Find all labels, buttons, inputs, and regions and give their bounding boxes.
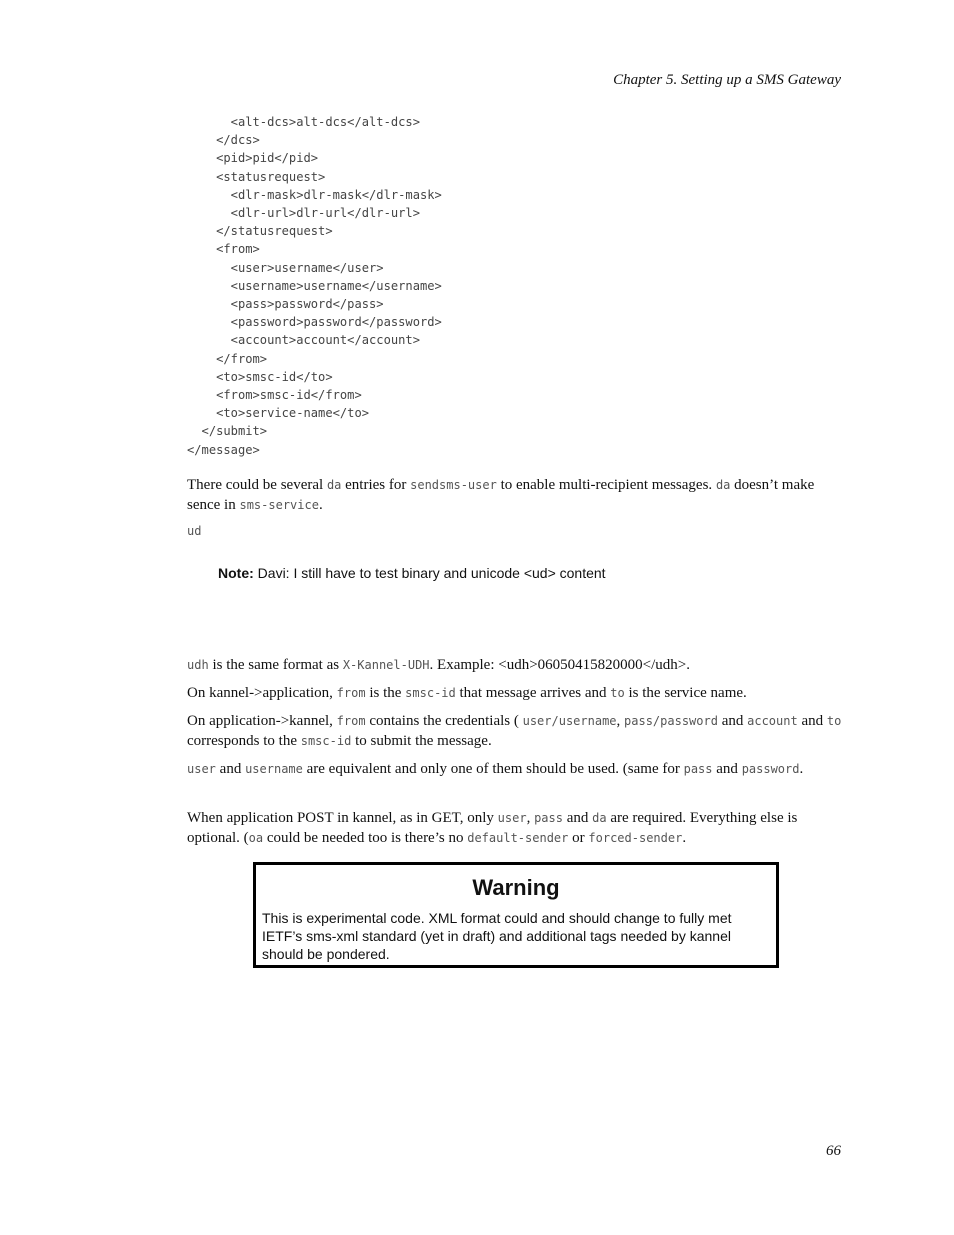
code-pass: pass: [683, 762, 713, 776]
code-smsc-id: smsc-id: [300, 734, 352, 748]
code-da: da: [592, 811, 607, 825]
text: entries for: [341, 477, 411, 493]
code-line: <statusrequest>: [187, 169, 326, 184]
code-smsc-id: smsc-id: [405, 686, 456, 700]
code-line: <dlr-url>dlr-url</dlr-url>: [187, 206, 420, 221]
term-ud: ud: [187, 524, 202, 538]
code-x-kannel-udh: X-Kannel-UDH: [342, 658, 430, 672]
paragraph-user-username: [187, 759, 847, 779]
text: to enable multi-recipient messages.: [496, 477, 716, 493]
code-da: da: [715, 478, 731, 492]
code-line: <pid>pid</pid>: [187, 151, 319, 166]
text: When application POST in kannel, as in GET, only: [187, 810, 498, 826]
code-line: <username>username</username>: [187, 278, 442, 293]
code-from: from: [336, 686, 366, 700]
code-user: user: [187, 762, 216, 776]
paragraph-post-requirements: [187, 808, 847, 848]
text: and: [215, 761, 246, 777]
text: ,: [616, 713, 625, 729]
text: that message arrives and: [455, 685, 611, 701]
text: contains the credentials (: [365, 713, 523, 729]
note-text: Davi: I still have to test binary and unicode <ud> content: [253, 565, 606, 581]
note-label: Note:: [218, 565, 254, 581]
text: are required. Everything else is optional. (: [187, 810, 798, 846]
code-password: password: [741, 762, 800, 776]
code-line: </from>: [187, 351, 268, 366]
warning-text: This is experimental code. XML format could and should change to fully met IETF’s sms-xml standard (yet in draft) and additional tags needed by kannel should be pondered.: [262, 910, 732, 962]
code-user: user: [497, 811, 527, 825]
code-line: <to>service-name</to>: [187, 406, 370, 421]
text: On kannel->application,: [187, 685, 337, 701]
text: and: [797, 713, 827, 729]
text: .: [682, 830, 687, 846]
xml-code-block: [187, 113, 442, 459]
text: and: [562, 810, 593, 826]
code-line: <user>username</user>: [187, 260, 384, 275]
warning-box: [253, 862, 779, 968]
code-line: </submit>: [187, 424, 268, 439]
code-sms-service: sms-service: [239, 498, 319, 512]
code-oa: oa: [248, 831, 264, 845]
code-line: <dlr-mask>dlr-mask</dlr-mask>: [187, 187, 442, 202]
text: There could be several: [187, 477, 327, 493]
text: is the: [365, 685, 406, 701]
paragraph-app-to-kannel: [187, 711, 847, 751]
code-line: <pass>password</pass>: [187, 297, 384, 312]
text: .: [799, 761, 804, 777]
code-line: </message>: [187, 442, 260, 457]
code-pass: pass: [534, 811, 563, 825]
text: corresponds to the: [187, 733, 301, 749]
text: to submit the message.: [351, 733, 492, 749]
paragraph-udh: [187, 655, 847, 675]
code-da: da: [326, 478, 342, 492]
warning-title: Warning: [472, 875, 560, 900]
code-line: <from>: [187, 242, 260, 257]
code-line: </statusrequest>: [187, 224, 333, 239]
text: .: [318, 497, 323, 513]
code-default-sender: default-sender: [467, 831, 569, 845]
text: could be needed too is there’s no: [263, 830, 468, 846]
code-to: to: [826, 714, 842, 728]
code-user-username: user/username: [522, 714, 617, 728]
code-line: <account>account</account>: [187, 333, 420, 348]
text: and: [717, 713, 748, 729]
code-username: username: [245, 762, 303, 776]
paragraph-multi-recipient: [187, 475, 847, 515]
text: ,: [526, 810, 535, 826]
code-line: <from>smsc-id</from>: [187, 388, 362, 403]
text: doesn’t make sence in: [187, 477, 815, 513]
running-header: Chapter 5. Setting up a SMS Gateway: [613, 72, 841, 88]
code-sendsms-user: sendsms-user: [410, 478, 497, 492]
code-to: to: [610, 686, 625, 700]
code-line: <alt-dcs>alt-dcs</alt-dcs>: [187, 115, 420, 129]
text: and: [712, 761, 742, 777]
code-line: <to>smsc-id</to>: [187, 369, 333, 384]
text: or: [568, 830, 589, 846]
code-from: from: [336, 714, 366, 728]
code-pass-password: pass/password: [624, 714, 718, 728]
code-line: <password>password</password>: [187, 315, 442, 330]
page-number: 66: [826, 1143, 841, 1159]
code-account: account: [747, 714, 798, 728]
text: is the same format as: [208, 657, 343, 673]
code-udh: udh: [187, 658, 209, 672]
code-line: </dcs>: [187, 133, 260, 148]
text: are equivalent and only one of them should be used. (same for: [302, 761, 684, 777]
note: [218, 565, 606, 581]
text: On application->kannel,: [187, 713, 337, 729]
text: is the service name.: [624, 685, 747, 701]
text: . Example: <udh>06050415820000</udh>.: [429, 657, 691, 673]
code-forced-sender: forced-sender: [588, 831, 683, 845]
paragraph-kannel-to-app: [187, 683, 847, 703]
